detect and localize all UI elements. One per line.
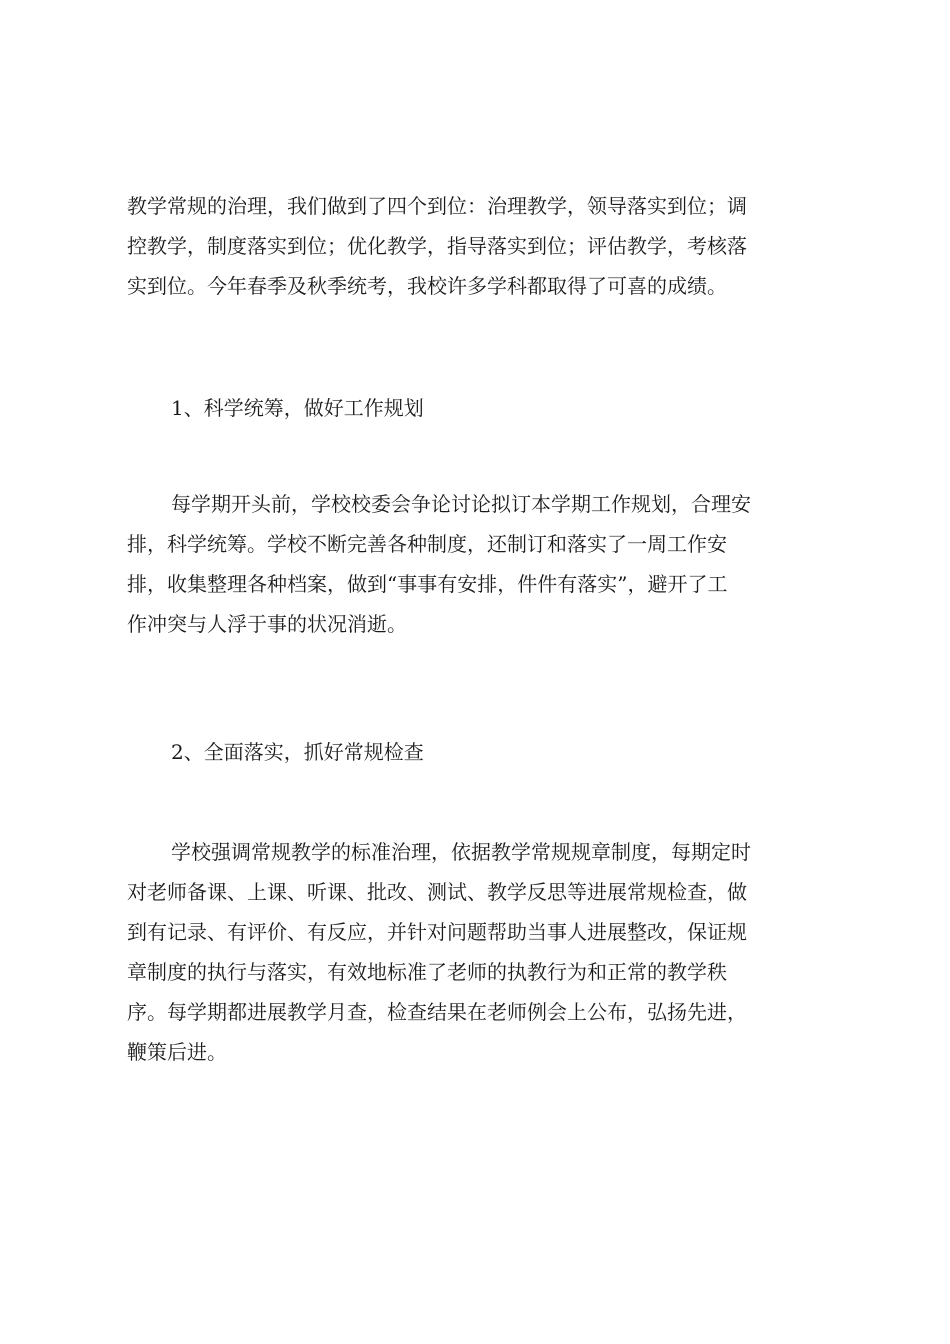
paragraph-line: 作冲突与人浮于事的状况消逝。 <box>127 612 407 636</box>
section-heading-2: 2、全面落实，抓好常规检查 <box>171 740 424 764</box>
paragraph-line: 排，收集整理各种档案，做到“事事有安排，件件有落实”，避开了工 <box>127 572 728 596</box>
paragraph-line: 鞭策后进。 <box>127 1040 227 1064</box>
paragraph-line: 控教学，制度落实到位；优化教学，指导落实到位；评估教学，考核落 <box>127 234 747 258</box>
paragraph-line: 到有记录、有评价、有反应，并针对问题帮助当事人进展整改，保证规 <box>127 920 747 944</box>
paragraph-line: 教学常规的治理，我们做到了四个到位：治理教学，领导落实到位；调 <box>127 194 747 218</box>
paragraph-line: 章制度的执行与落实，有效地标准了老师的执教行为和正常的教学秩 <box>127 960 727 984</box>
paragraph-work-planning <box>127 484 832 644</box>
paragraph-line: 序。每学期都进展教学月查，检查结果在老师例会上公布，弘扬先进， <box>127 1000 747 1024</box>
paragraph-routine-inspection <box>127 832 832 1072</box>
paragraph-line: 对老师备课、上课、听课、批改、测试、教学反思等进展常规检查，做 <box>127 880 747 904</box>
paragraph-teaching-routine <box>127 186 832 306</box>
paragraph-line: 排，科学统筹。学校不断完善各种制度，还制订和落实了一周工作安 <box>127 532 727 556</box>
paragraph-line: 实到位。今年春季及秋季统考，我校许多学科都取得了可喜的成绩。 <box>127 274 727 298</box>
paragraph-line: 每学期开头前，学校校委会争论讨论拟订本学期工作规划，合理安 <box>171 492 751 516</box>
section-heading-1: 1、科学统筹，做好工作规划 <box>171 396 424 420</box>
paragraph-line: 学校强调常规教学的标准治理，依据教学常规规章制度，每期定时 <box>171 840 751 864</box>
